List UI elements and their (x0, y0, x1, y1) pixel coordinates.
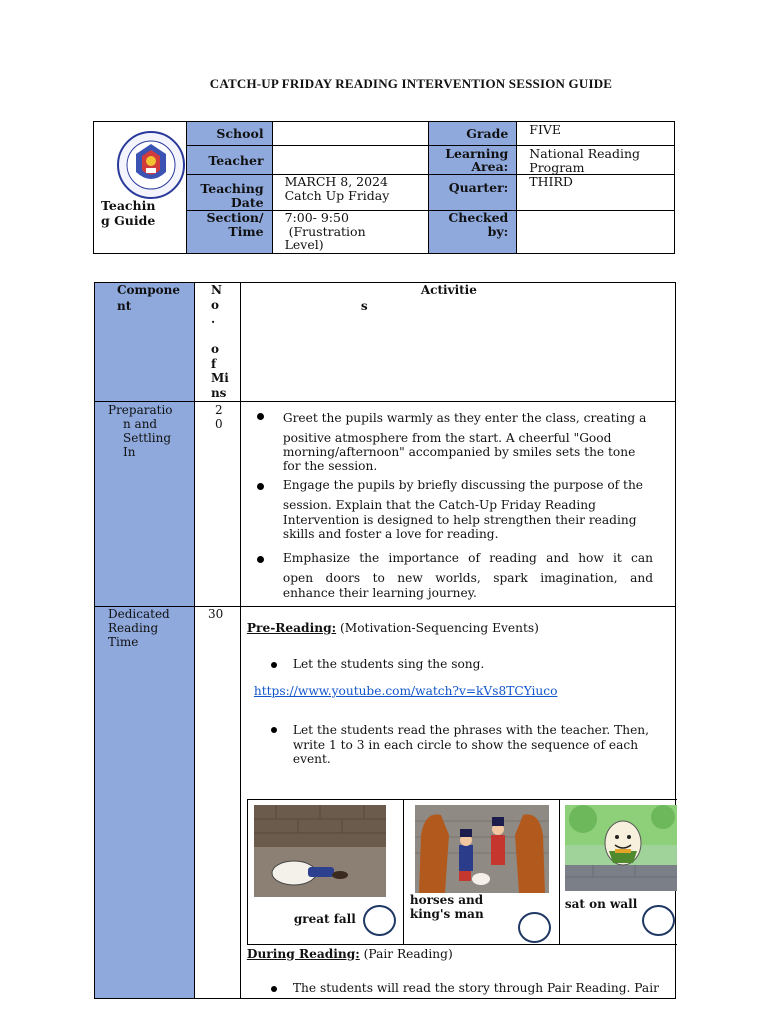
component-header (95, 283, 195, 402)
during-reading-desc: (Pair Reading) (363, 946, 453, 961)
component-line: Settling (123, 430, 172, 445)
learning-area-label (429, 146, 517, 175)
grade-value: FIVE (517, 122, 675, 146)
logo-cell (94, 122, 187, 254)
picture-caption (410, 893, 484, 921)
sequence-circle[interactable] (363, 905, 396, 936)
section-time-value (272, 211, 429, 254)
teacher-field[interactable] (272, 146, 429, 175)
section-time-line2: (Frustration (288, 223, 366, 239)
bullet-icon (271, 727, 277, 733)
checked-by-label (429, 211, 517, 254)
component-line: In (123, 444, 136, 459)
minutes-header-char: . (210, 312, 216, 327)
section-time-line3: Level) (284, 237, 324, 252)
component-header-line1: Compone (117, 283, 181, 297)
bullet-icon (271, 662, 277, 668)
teaching-guide-label: Teachin g Guide (101, 198, 156, 228)
quarter-label: Quarter: (429, 175, 517, 211)
sequence-circle[interactable] (642, 905, 675, 936)
component-header-line2: nt (117, 298, 132, 313)
component-line: n and (123, 416, 158, 431)
pre-reading-label: Pre-Reading: (246, 620, 337, 635)
learning-area-value (517, 146, 675, 175)
learning-area-value-line2: Program (529, 159, 585, 175)
section-time-label: Section/ Time (186, 211, 272, 254)
teaching-date-value (272, 175, 429, 211)
preparation-activities (240, 401, 675, 606)
deped-seal-icon (116, 130, 186, 200)
learning-area-label-line1: Learning (445, 146, 509, 161)
list-item (267, 981, 659, 995)
great-fall-image (254, 805, 386, 897)
phrase-line: Let the students read the phrases with the teacher. Then, (292, 722, 650, 737)
phrase-line: write 1 to 3 in each circle to show the sequence of each (292, 737, 639, 752)
youtube-link[interactable]: https://www.youtube.com/watch?v=kVs8TCYiuco (253, 683, 558, 698)
component-line: Reading (108, 620, 159, 635)
component-line: Dedicated (108, 606, 170, 621)
minutes-header-char: o (210, 297, 219, 312)
checked-by-label-line1: Checked (448, 210, 509, 225)
minutes-header (194, 283, 240, 402)
bullet-icon (271, 986, 277, 992)
phrase-line: event. (292, 751, 331, 766)
checked-by-field[interactable] (517, 211, 675, 254)
reading-time-activities (240, 606, 675, 998)
preparation-minutes (194, 401, 240, 606)
bullet-icon (257, 413, 264, 420)
list-item (245, 478, 653, 542)
bullet-line: session. Explain that the Catch-Up Friday Reading (282, 498, 596, 513)
bullet-line: Greet the pupils warmly as they enter the class, creating a (282, 410, 647, 425)
activities-header (240, 283, 675, 402)
teaching-date-label: Teaching Date (186, 175, 272, 211)
school-label: School (186, 122, 272, 146)
bullet-line: enhance their learning journey. (282, 585, 477, 600)
reading-time-minutes: 30 (194, 606, 240, 998)
list-item (267, 657, 484, 671)
minutes-header-char: ns (210, 385, 227, 400)
sing-text: Let the students sing the song. (292, 656, 485, 671)
grade-label: Grade (429, 122, 517, 146)
sequence-circle[interactable] (518, 912, 551, 943)
teacher-label: Teacher (186, 146, 272, 175)
bullet-line: open doors to new worlds, spark imagination, and (282, 571, 653, 586)
minutes-header-char: f (210, 356, 217, 371)
bullet-line: morning/afternoon" accompanied by smiles sets the tone (282, 444, 636, 459)
during-bullet-text: The students will read the story through Pair Reading. Pair (292, 980, 659, 995)
during-reading-line (247, 947, 453, 961)
sat-on-wall-image (565, 805, 677, 891)
learning-area-label-line2: Area: (471, 159, 509, 174)
bullet-icon (257, 556, 264, 563)
divider (403, 800, 404, 945)
lesson-plan-table (94, 282, 676, 999)
minutes-header-char: Mi (210, 371, 229, 386)
component-line: Time (108, 634, 139, 649)
learning-area-value-line1: National Reading (529, 146, 641, 161)
component-line: Preparatio (108, 402, 173, 417)
reading-time-component (95, 606, 195, 998)
minutes-header-char (211, 327, 240, 342)
minutes-char: 2 (214, 402, 223, 417)
pre-reading-line (247, 621, 539, 635)
list-item (245, 408, 653, 476)
pre-reading-desc: (Motivation-Sequencing Events) (339, 620, 539, 635)
divider (559, 800, 560, 945)
preparation-component (95, 401, 195, 606)
picture-caption: great fall (293, 911, 356, 926)
quarter-value: THIRD (517, 175, 675, 211)
page-title: CATCH-UP FRIDAY READING INTERVENTION SESSION GUIDE (209, 76, 613, 91)
picture-caption: sat on wall (564, 896, 638, 911)
activities-header-line1: Activitie (420, 283, 477, 297)
horses-kings-men-image (415, 805, 549, 893)
section-time-line1: 7:00- 9:50 (284, 210, 349, 225)
bullet-line: for the session. (282, 458, 378, 473)
minutes-header-char: N (210, 283, 222, 297)
bullet-line: positive atmosphere from the start. A cheerful "Good (282, 430, 612, 445)
caption-line: horses and (409, 892, 484, 907)
checked-by-label-line2: by: (487, 224, 509, 239)
bullet-line: Engage the pupils by briefly discussing the purpose of the (282, 477, 644, 492)
picture-strip (247, 799, 677, 945)
teaching-date-line2: Catch Up Friday (284, 187, 390, 203)
bullet-line: Intervention is designed to help strengthen their reading (282, 512, 637, 527)
teaching-date-line1: MARCH 8, 2024 (284, 174, 388, 189)
list-item (267, 722, 667, 766)
minutes-header-char: o (210, 341, 219, 356)
bullet-icon (257, 483, 264, 490)
minutes-char: 0 (214, 416, 223, 431)
activities-header-line2: s (360, 298, 368, 313)
school-field[interactable] (272, 122, 429, 146)
during-reading-label: During Reading: (246, 946, 360, 961)
header-table (93, 121, 675, 254)
caption-line: king's man (409, 906, 484, 921)
bullet-line: skills and foster a love for reading. (282, 527, 499, 542)
bullet-line: Emphasize the importance of reading and how it can (282, 550, 653, 565)
list-item (245, 551, 653, 601)
